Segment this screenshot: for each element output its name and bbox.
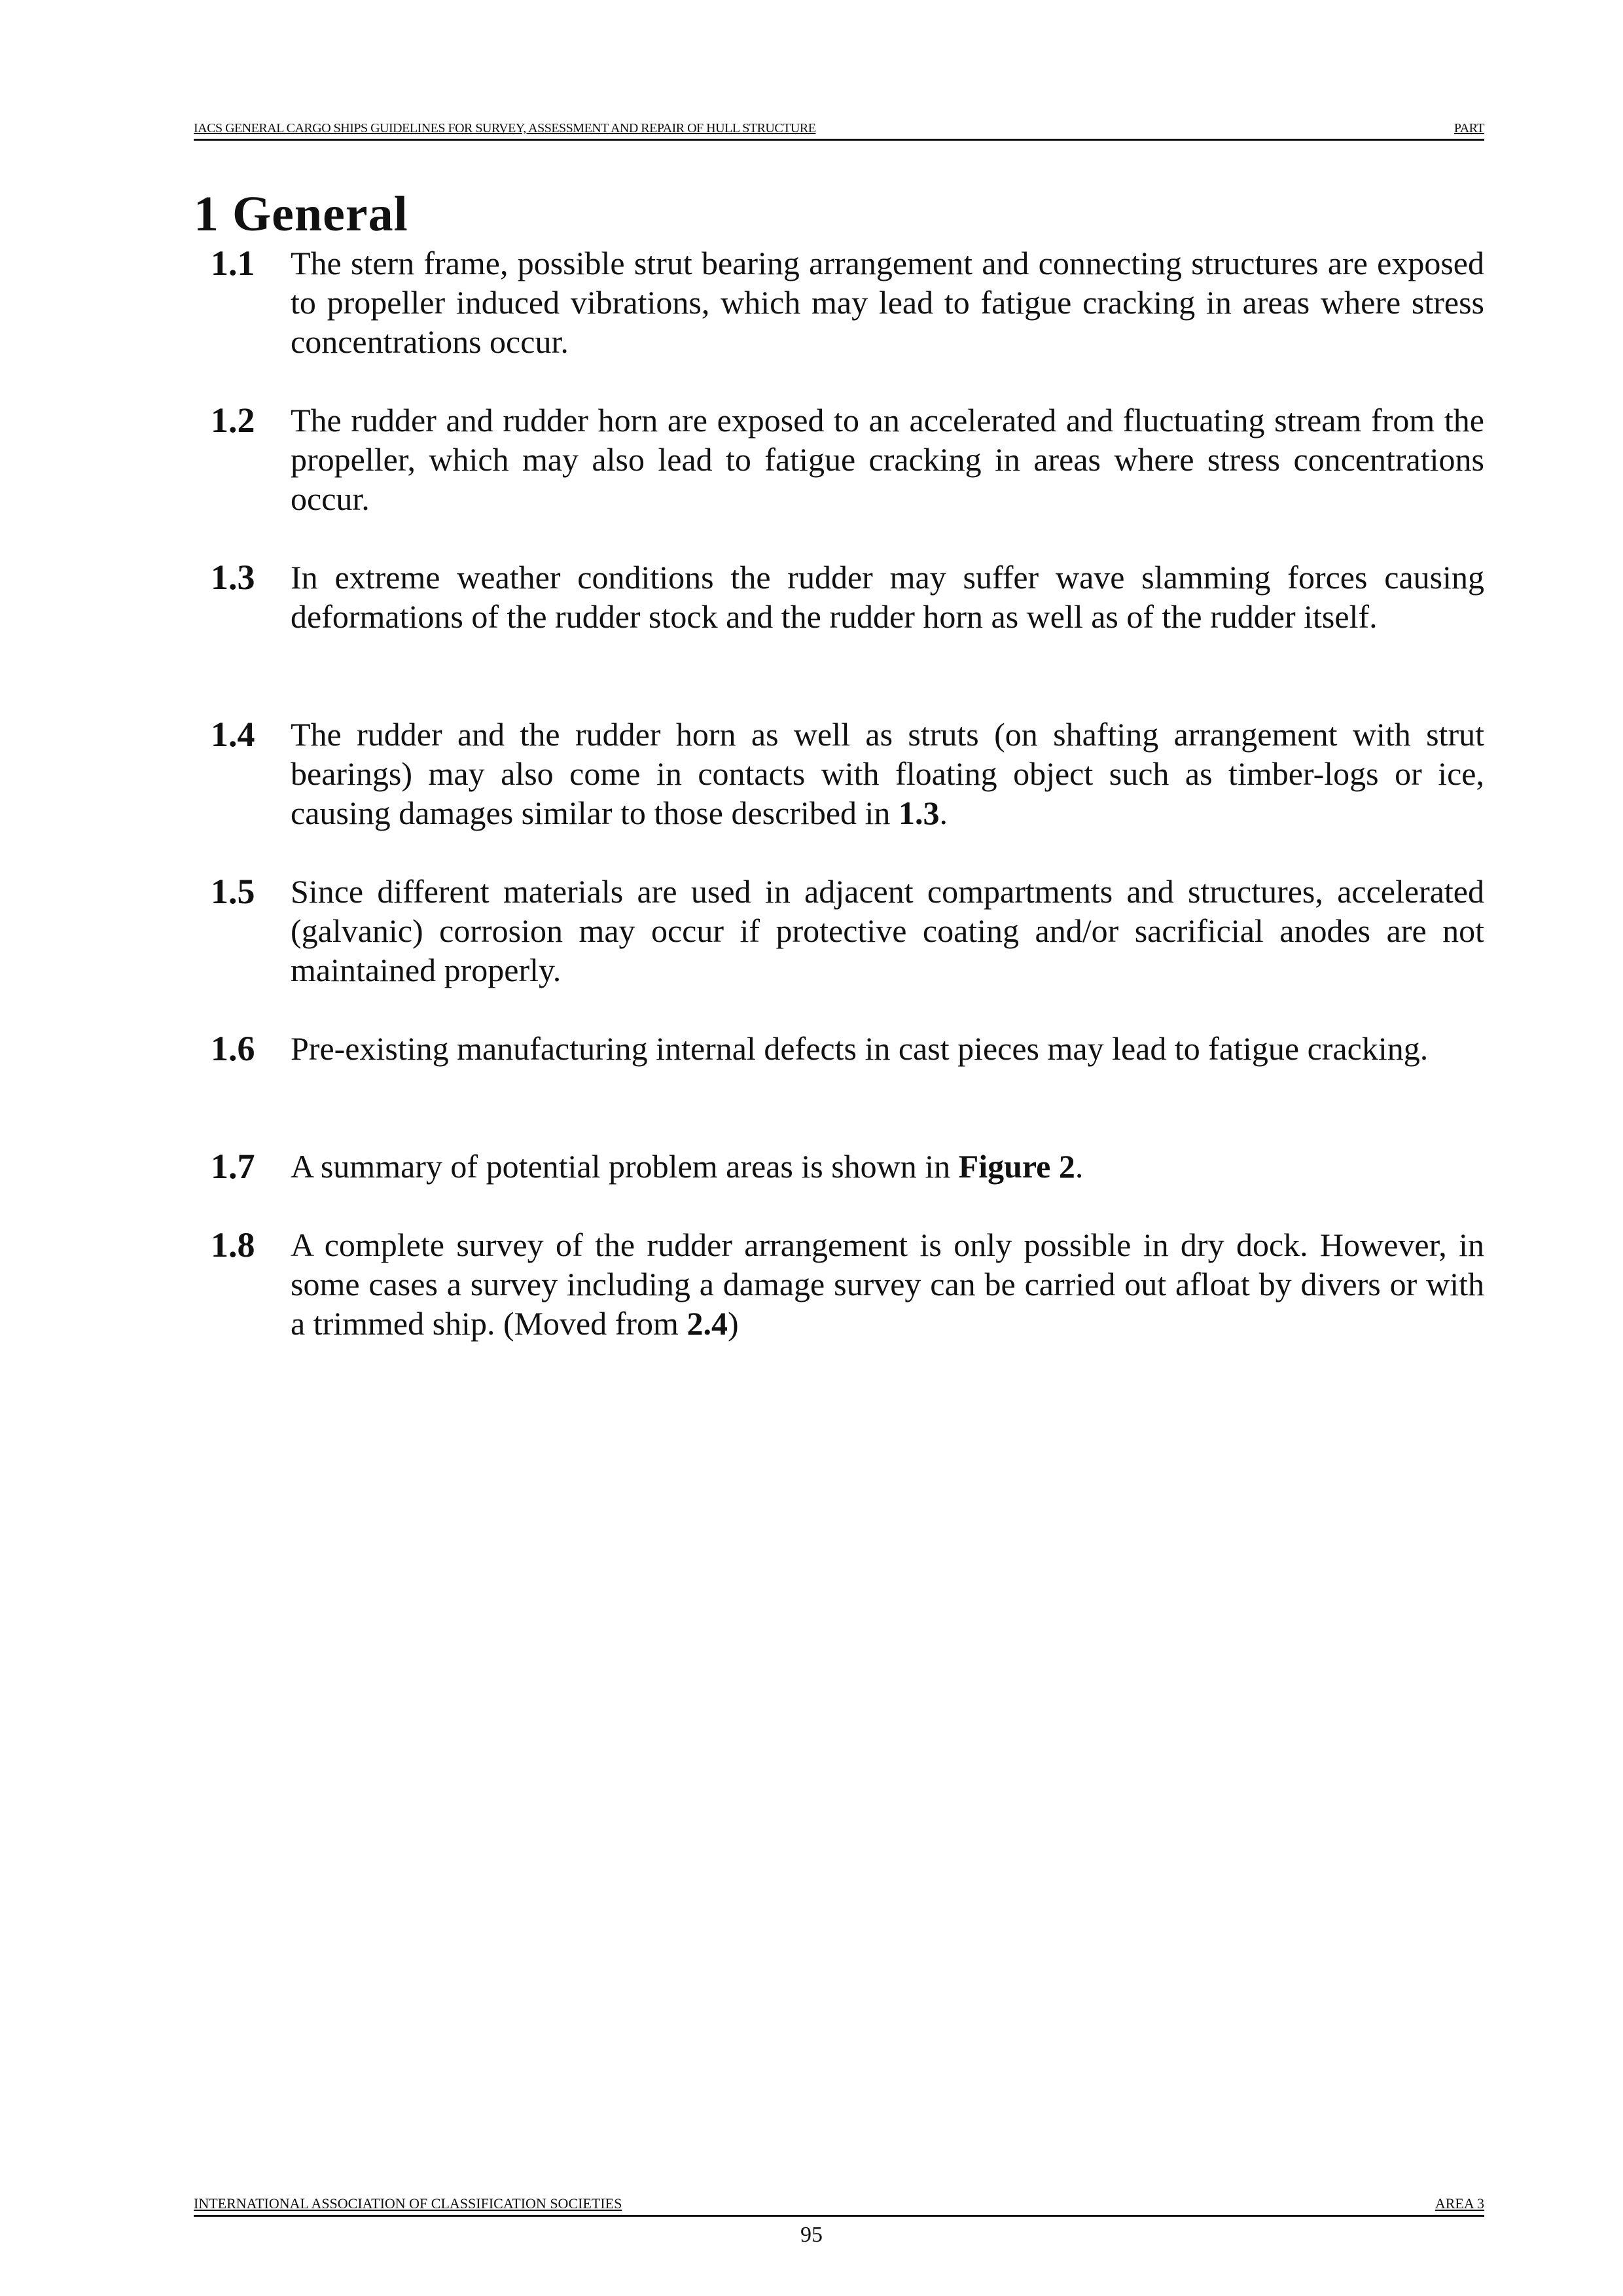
section-title: 1 General <box>194 187 408 242</box>
paragraph-1-6 <box>211 1029 1484 1068</box>
paragraph-number: 1.4 <box>211 715 255 754</box>
paragraph-number: 1.5 <box>211 872 255 911</box>
paragraph-number: 1.3 <box>211 558 255 597</box>
paragraph-1-5 <box>211 872 1484 990</box>
paragraph-1-1 <box>211 243 1484 361</box>
paragraph-number: 1.8 <box>211 1225 255 1265</box>
paragraph-1-3 <box>211 558 1484 636</box>
paragraph-text: A summary of potential problem areas is shown in Figure 2. <box>291 1148 1084 1185</box>
header-part-label: PART <box>1454 121 1484 135</box>
paragraph-number: 1.1 <box>211 243 255 283</box>
paragraph-number: 1.7 <box>211 1147 255 1186</box>
paragraph-text: Pre-existing manufacturing internal defects in cast pieces may lead to fatigue cracking. <box>291 1030 1429 1067</box>
page-number: 95 <box>800 2223 823 2247</box>
paragraph-number: 1.2 <box>211 401 255 440</box>
paragraph-text: A complete survey of the rudder arrangement is only possible in dry dock. However, in some cases a survey including a damage survey can be carried out afloat by divers or with a trimmed ship. (Moved from 2.4) <box>291 1227 1484 1342</box>
paragraph-number: 1.6 <box>211 1029 255 1068</box>
paragraph-text: The stern frame, possible strut bearing arrangement and connecting structures are exposed to propeller induced vibrations, which may lead to fatigue cracking in areas where stress concentrations occur. <box>291 245 1484 360</box>
header-document-title: IACS GENERAL CARGO SHIPS GUIDELINES FOR SURVEY, ASSESSMENT AND REPAIR OF HULL STRUCTURE <box>194 121 816 135</box>
paragraph-text: Since different materials are used in adjacent compartments and structures, accelerated (galvanic) corrosion may occur if protective coating and/or sacrificial anodes are not maintained properly. <box>291 873 1484 988</box>
footer-area-label: AREA 3 <box>1435 2195 1484 2212</box>
paragraph-1-7 <box>211 1147 1484 1186</box>
paragraph-1-8 <box>211 1225 1484 1343</box>
paragraph-text: In extreme weather conditions the rudder may suffer wave slamming forces causing deformations of the rudder stock and the rudder horn as well as of the rudder itself. <box>291 559 1484 635</box>
cross-reference: 1.3 <box>898 795 940 831</box>
footer-organization: INTERNATIONAL ASSOCIATION OF CLASSIFICATION SOCIETIES <box>194 2195 622 2212</box>
paragraph-text: The rudder and rudder horn are exposed to an accelerated and fluctuating stream from the propeller, which may also lead to fatigue cracking in areas where stress concentrations occur. <box>291 402 1484 517</box>
page-header <box>194 117 1484 141</box>
paragraph-1-2 <box>211 401 1484 518</box>
figure-reference: Figure 2 <box>958 1148 1075 1185</box>
cross-reference: 2.4 <box>687 1305 728 1342</box>
page-footer <box>194 2193 1484 2217</box>
paragraph-1-4 <box>211 715 1484 833</box>
paragraph-text: The rudder and the rudder horn as well as struts (on shafting arrangement with strut bearings) may also come in contacts with floating object such as timber-logs or ice, causing damages similar to those described in 1.3. <box>291 716 1484 831</box>
